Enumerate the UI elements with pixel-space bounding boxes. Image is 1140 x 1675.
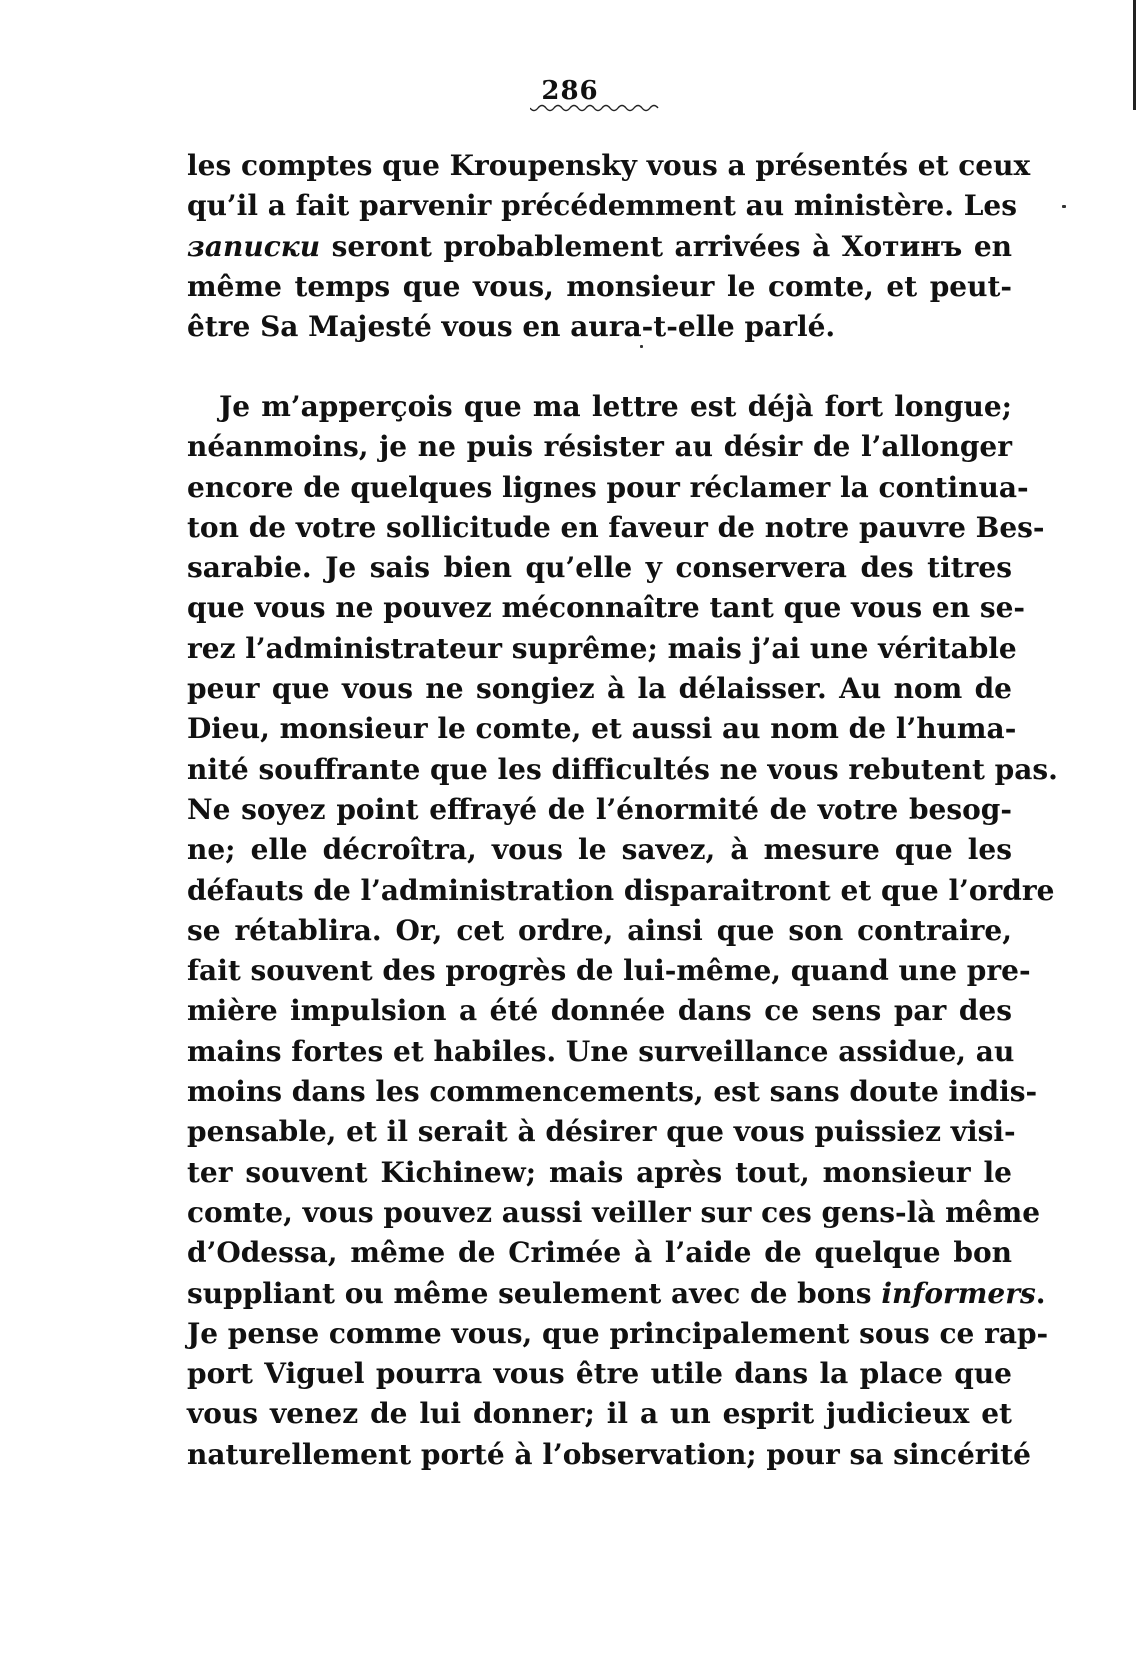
text-line [187, 1314, 1049, 1354]
text-run: sarabie. Je sais bien qu’elle y conservera des titres [187, 551, 1012, 585]
text-line [187, 669, 1012, 709]
text-run: suppliant ou même seulement avec de bons [187, 1276, 882, 1310]
text-run: ton de votre sollicitude en faveur de notre pauvre Bes- [187, 510, 1045, 544]
text-line [187, 1274, 1046, 1314]
text-line [187, 1394, 1012, 1434]
text-run: vous venez de lui donner; il a un esprit judicieux et [187, 1397, 1012, 1431]
text-run: mains fortes et habiles. Une surveillance assidue, au [187, 1034, 1015, 1068]
text-run: Ne soyez point effrayé de l’énormité de votre besog- [187, 792, 1012, 826]
text-run: . [1035, 1276, 1046, 1310]
text-line [187, 146, 1031, 186]
text-line [187, 548, 1012, 588]
text-run: néanmoins, je ne puis résister au désir de l’allonger [187, 430, 1012, 464]
text-line [187, 508, 1045, 548]
text-run: que vous ne pouvez méconnaître tant que vous en se- [187, 591, 1026, 625]
text-line [187, 1435, 1031, 1475]
text-line [187, 227, 1012, 267]
text-run: peur que vous ne songiez à la délaisser. Au nom de [187, 672, 1012, 706]
text-run: pensable, et il serait à désirer que vous puissiez visi- [187, 1115, 1016, 1149]
text-run: nité souffrante que les difficultés ne vous rebutent pas. [187, 752, 1058, 786]
text-run: être Sa Majesté vous en aura-t-elle parlé. [187, 310, 836, 344]
text-run: rez l’administrateur suprême; mais j’ai une véritable [187, 631, 1017, 665]
text-line [187, 1153, 1012, 1193]
text-line [187, 1193, 1041, 1233]
text-run: qu’il a fait parvenir précédemment au ministère. Les [187, 189, 1018, 223]
text-run: défauts de l’administration disparaitront et que l’ordre [187, 873, 1055, 907]
text-run: Dieu, monsieur le comte, et aussi au nom de l’huma- [187, 712, 1017, 746]
text-run: ne; elle décroîtra, vous le savez, à mesure que les [187, 833, 1012, 867]
text-run: Je pense comme vous, que principalement sous ce rap- [187, 1316, 1049, 1350]
text-run: même temps que vous, monsieur le comte, et peut- [187, 269, 1012, 303]
text-line [187, 1032, 1015, 1072]
text-line [187, 750, 1058, 790]
text-run: moins dans les commencements, est sans doute indis- [187, 1075, 1038, 1109]
page-number: 286 [541, 76, 599, 106]
text-line [187, 1112, 1016, 1152]
text-line [187, 468, 1029, 508]
text-run: port Viguel pourra vous être utile dans la place que [187, 1357, 1012, 1391]
text-line [187, 830, 1012, 870]
italic-text: informers [881, 1276, 1036, 1310]
text-run: d’Odessa, même de Crimée à l’aide de quelque bon [187, 1236, 1012, 1270]
text-line [187, 186, 1018, 226]
text-run: se rétablira. Or, cet ordre, ainsi que son contraire, [187, 913, 1012, 947]
text-line [187, 629, 1017, 669]
text-line [187, 1233, 1012, 1273]
text-line [187, 709, 1017, 749]
text-run: naturellement porté à l’observation; pour sa sincérité [187, 1437, 1031, 1471]
text-line [187, 387, 1012, 427]
text-run: fait souvent des progrès de lui-même, quand une pre- [187, 954, 1031, 988]
text-run: comte, vous pouvez aussi veiller sur ces gens-là même [187, 1195, 1041, 1229]
paragraph-1 [187, 146, 1031, 347]
text-line [187, 911, 1012, 951]
text-line [187, 1354, 1012, 1394]
scan-speck [1062, 205, 1066, 208]
text-line [187, 427, 1012, 467]
text-line [187, 307, 1012, 347]
wavy-rule-ornament [530, 104, 665, 114]
text-line [187, 267, 1012, 307]
text-run: encore de quelques lignes pour réclamer la continua- [187, 470, 1029, 504]
text-line [187, 588, 1026, 628]
text-run: Je m’apperçois que ma lettre est déjà fort longue; [219, 390, 1012, 423]
text-line [187, 991, 1012, 1031]
text-line [187, 790, 1012, 830]
text-run: les comptes que Kroupensky vous a présentés et ceux [187, 149, 1031, 182]
text-line [187, 871, 1055, 911]
text-line [187, 1072, 1038, 1112]
text-run: mière impulsion a été donnée dans ce sens par des [187, 994, 1012, 1028]
text-run: seront probablement arrivées à Хотинъ en [320, 229, 1012, 263]
paragraph-2 [187, 387, 1058, 1475]
italic-text: записки [187, 229, 321, 263]
text-line [187, 951, 1031, 991]
text-run: ter souvent Kichinew; mais après tout, monsieur le [187, 1155, 1012, 1189]
